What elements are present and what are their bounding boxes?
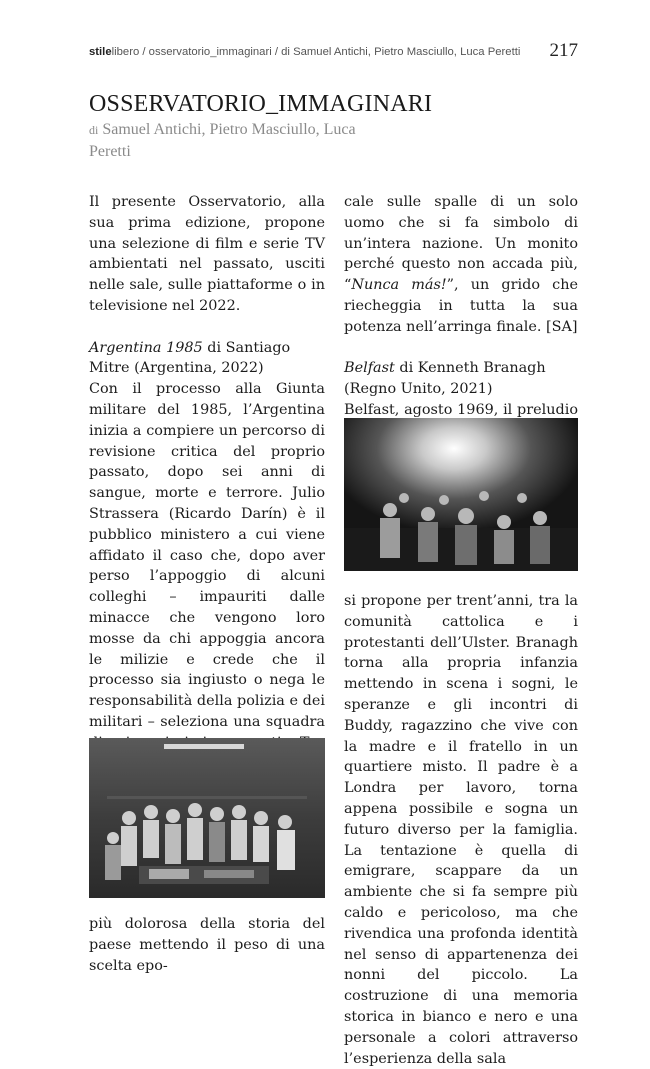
entry-title-belfast: Belfast [344, 360, 395, 377]
right-column-bottom [344, 591, 578, 1069]
entry-heading-argentina [89, 338, 325, 380]
journal-brand-bold: stile [89, 46, 112, 58]
quote-nunca-mas: Nunca más! [351, 277, 447, 294]
entry-text-belfast-a: Belfast, agosto 1969, il preludio [344, 401, 578, 418]
page-number: 217 [549, 40, 578, 61]
intro-paragraph: Il presente Osservatorio, alla sua prima edizione, propone una selezione di film e serie TV ambientati nel passato, usciti nelle sale, sulle piattaforme o in televisione nel 2022. [89, 194, 325, 314]
entry-text-argentina-a: Con il processo alla Giunta militare del 1985, l’Argentina inizia a compiere un percorso di revisione critica del proprio passato, dopo sei anni di sangue, morte e terrore. Julio Strassera (Ricardo Darín) è il pubblico ministero a cui viene affidato il caso che, dopo aver perso l’appoggio di alcuni colleghi – impauriti dalle minacce che vengono loro mosse da chi appoggia ancora le milizie e crede che il processo sia ingiusto o nega le responsabilità della polizia e dei militari – seleziona una squadra [89, 381, 325, 730]
running-header [89, 46, 555, 58]
left-column-bottom [89, 914, 325, 976]
journal-brand-rest: libero [111, 46, 140, 58]
entry-text-belfast-b: si propone per trent’anni, tra la comunità cattolica e i protestanti dell’Ulster. Branagh torna alla propria infanzia mettendo in scena i sogni, le speranze e gli incontri di Buddy, ragazzino che vive con la madre e il fratello in un quartiere misto. Il padre è a Londra per lavoro, torna appena possibile e sogna un futuro diverso per la famiglia. La tentazione è quella di emigrare, scappare da un ambiente che si fa sempre più caldo e pericoloso, ma che rivendica una profonda identità nel senso di appartenenza dei nonni del piccolo. La costruzione di una memoria storica in bianco e nero e una personale a colori attraverso l’esperienza della sala [344, 593, 578, 1067]
authors-line [89, 119, 389, 162]
running-header-path: / osservatorio_immaginari / di Samuel Antichi, Pietro Masciullo, Luca Peretti [139, 46, 521, 58]
continued-text [344, 192, 578, 338]
continued-text-a: cale sulle spalle di un solo uomo che si fa simbolo di un’intera nazione. Un monito perché questo non accada più, “ [344, 194, 578, 294]
authors-names: Samuel Antichi, Pietro Masciullo, Luca Peretti [89, 121, 356, 160]
entry-text-argentina-c: più dolorosa della storia del paese mettendo il peso di una scelta epo- [89, 916, 325, 974]
entry-title-argentina: Argentina 1985 [89, 339, 203, 356]
authors-prefix: di [89, 123, 99, 137]
entry-credits-argentina: di Santiago Mitre (Argentina, 2022) [89, 339, 291, 377]
entry-heading-belfast [344, 358, 578, 400]
still-argentina-1985 [89, 738, 325, 898]
right-column-top [344, 192, 578, 442]
still-belfast [344, 418, 578, 571]
section-title: OSSERVATORIO_IMMAGINARI [89, 91, 433, 117]
entry-credits-belfast: di Kenneth Branagh (Regno Unito, 2021) [344, 360, 546, 398]
continued-text-b: ”, un grido che riecheggia in tutta la sua potenza nell’arringa finale. [SA] [344, 277, 578, 335]
